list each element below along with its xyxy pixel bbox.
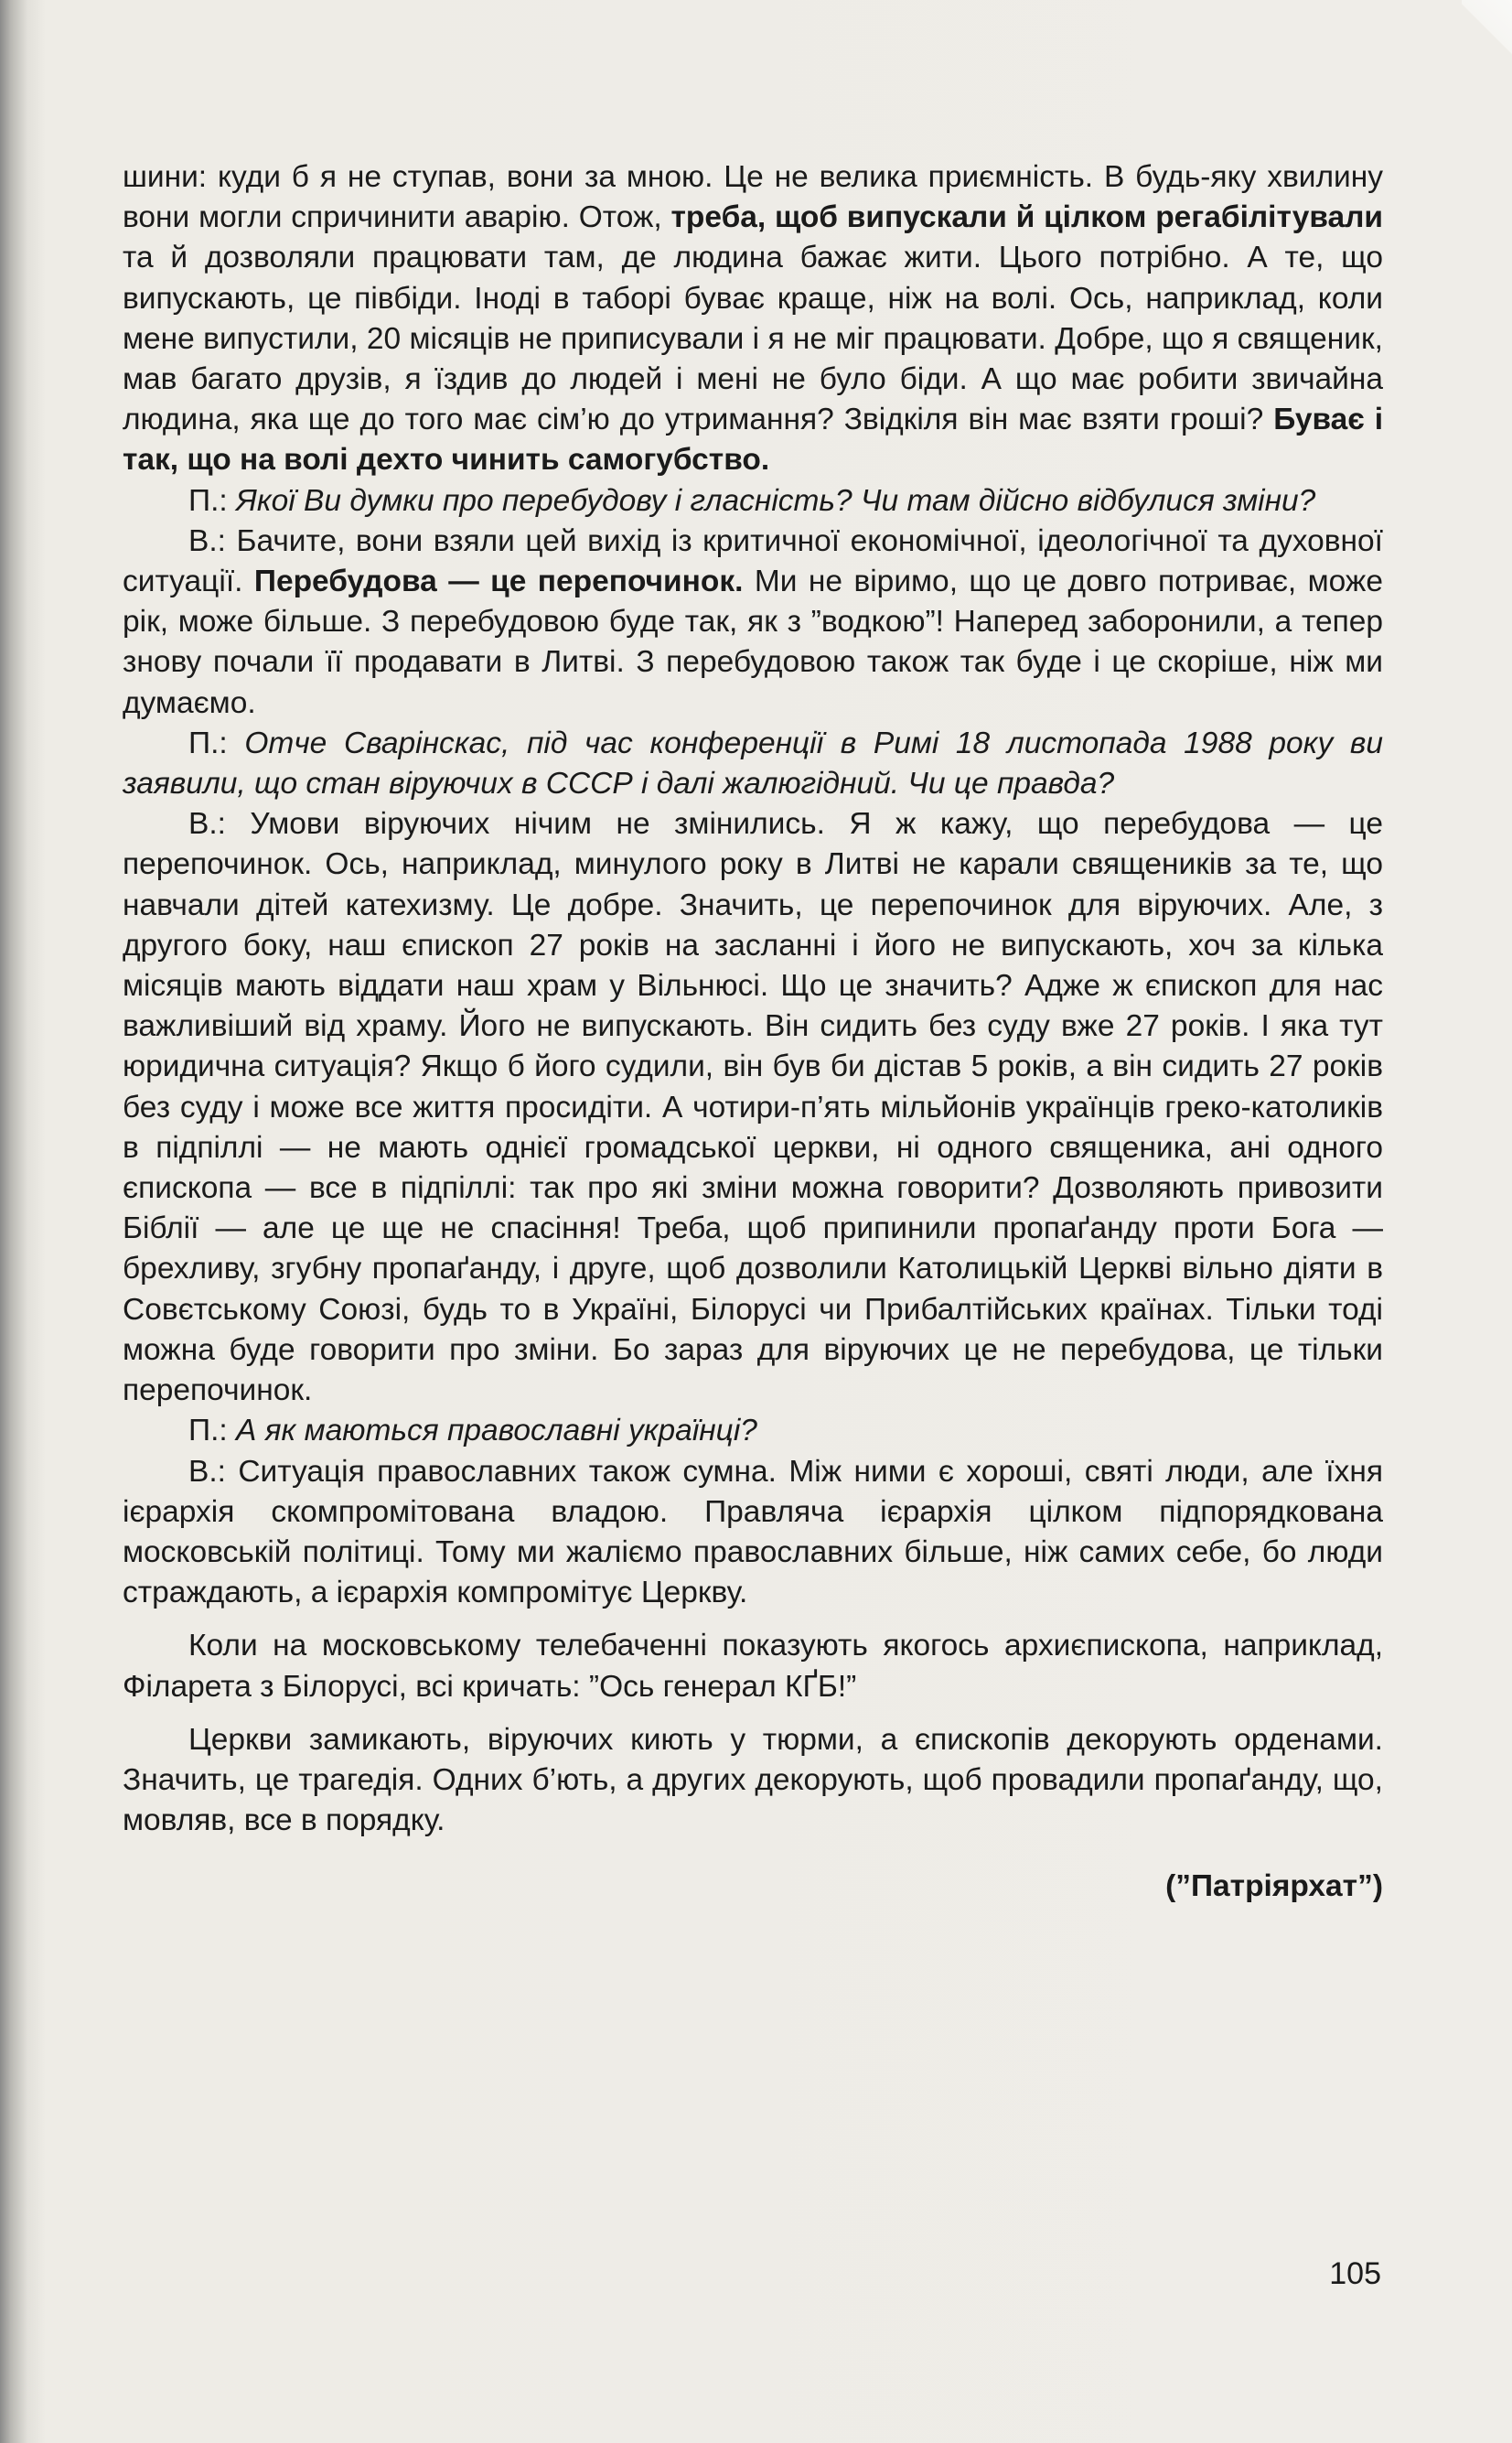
text-run: П.: (188, 1414, 237, 1448)
paragraph (123, 1452, 1383, 1614)
italic-run: Отче Сварінскас, під час конференції в Римі 18 листопада 1988 року ви заявили, що стан віруючих в СССР і далі жалюгідний. Чи це правда? (123, 726, 1383, 802)
paragraph (123, 522, 1383, 724)
bold-run: Буває і так, що на волі дехто чинить самогубство. (123, 403, 1384, 478)
folded-corner (1462, 0, 1512, 69)
bold-run: Перебудова — це перепочинок. (253, 565, 744, 599)
text-run: Ми не віримо, що це довго потриває, може рік, може більше. З перебудовою буде так, як з ”водкою”! Наперед заборонили, а тепер знову почали її продавати в Литві. З перебудовою також так буде і це скоріше, ніж ми думаємо. (123, 565, 1383, 720)
paragraph (123, 1720, 1383, 1842)
paragraph (123, 481, 1383, 522)
text-run: та й дозволяли працювати там, де людина бажає жити. Цього потрібно. А те, що випускають, це півбіди. Іноді в таборі буває краще, ніж на волі. Ось, наприклад, коли мене випустили, 20 місяців не приписували і я не міг працювати. Добре, що я священик, мав багато друзів, я їздив до людей і мені не було біди. А що має робити звичайна людина, яка ще до того має сім’ю до утримання? Звідкіля він має взяти гроші? (123, 241, 1383, 437)
text-run: П.: (188, 726, 245, 760)
text-run: В.: Умови віруючих нічим не змінились. Я ж кажу, що перебудова — це перепочинок. Ось, наприклад, минулого року в Литві не карали священиків за те, що навчали дітей катехизму. Це добре. Значить, це перепочинок для віруючих. Але, з другого боку, наш єпископ 27 років на засланні і його не випускають, хоч за кілька місяців мають віддати наш храм у Вільнюсі. Що це значить? Адже ж єпископ для нас важливіший від храму. Його не випускають. Він сидить без суду вже 27 років. І яка тут юридична ситуація? Якщо б його судили, він був би дістав 5 років, а він сидить 27 років без суду і може все життя просидіти. А чотири-п’ять мільйонів українців греко-католиків в підпіллі — не мають однієї громадської церкви, ні одного священика, ані одного єпископа — все в підпіллі: так про які зміни можна говорити? Дозволяють привозити Біблії — але це ще не спасіння! Треба, щоб припинили пропаґанду проти Бога — брехливу, згубну пропаґанду, і друге, щоб дозволили Католицькій Церкві вільно діяти в Совєтському Союзі, будь то в Україні, Білорусі чи Прибалтійських країнах. Тільки тоді можна буде говорити про зміни. Бо зараз для віруючих це не перебудова, це тільки перепочинок. (123, 807, 1383, 1408)
bold-run: треба, щоб випускали й цілком регабілітували (670, 200, 1383, 235)
paragraph (123, 804, 1383, 1411)
italic-run: Якої Ви думки про перебудову і гласність? Чи там дійсно відбулися зміни? (236, 483, 1316, 518)
page-number: 105 (1329, 2256, 1381, 2291)
paragraph (123, 157, 1383, 481)
text-run: В.: Ситуація православних також сумна. Між ними є хороші, святі люди, але їхня ієрархія скомпромітована владою. Правляча ієрархія цілком підпорядкована московській політиці. Тому ми жаліємо православних більше, ніж самих себе, бо люди страждають, а ієрархія компромітує Церкву. (123, 1454, 1383, 1610)
text-run: Церкви замикають, віруючих киють у тюрми, а єпископів декорують орденами. Значить, це трагедія. Одних б’ють, а других декорують, щоб провадили пропаґанду, що, мовляв, все в порядку. (123, 1722, 1383, 1838)
paragraph (123, 724, 1383, 804)
paragraph (123, 1626, 1383, 1706)
italic-run: А як маються православні українці? (236, 1414, 757, 1448)
source-attribution: (”Патріярхат”) (1165, 1869, 1383, 1904)
text-run: П.: (188, 483, 237, 518)
paragraph (123, 1411, 1383, 1451)
body-text (123, 157, 1383, 1908)
text-run: шини: куди б я не ступав, вони за мною. Це не велика приємність. В будь-яку хвилину вони могли спричинити аварію. Отож, (123, 160, 1383, 235)
text-run: Коли на московському телебаченні показують якогось архиєпископа, наприклад, Філарета з Білорусі, всі кричать: ”Ось генерал КҐБ!” (123, 1629, 1383, 1704)
text-run: В.: Бачите, вони взяли цей вихід із критичної економічної, ідеологічної та духовної ситуації. (123, 523, 1383, 599)
